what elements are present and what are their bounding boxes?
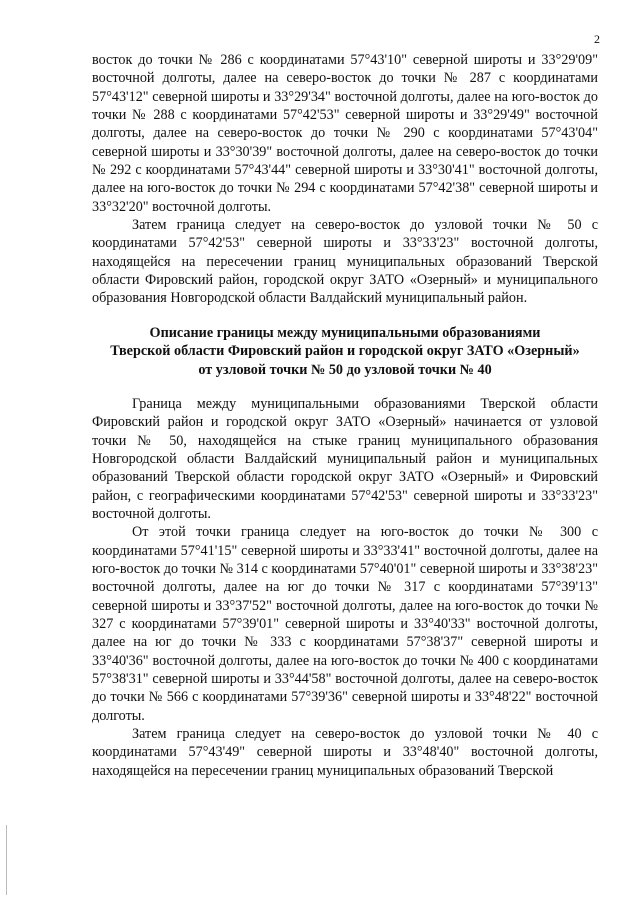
paragraph-boundary-start: Граница между муниципальными образованиями Тверской области Фировский район и городской округ ЗАТО «Озерный» начинается от узловой точки № 50, находящейся на стыке границ муниципального образования Новгородской области Валдайский муниципальный район и муниципальных образований Тверской области городской округ ЗАТО «Озерный» и Фировский район, с географическими координатами 57°42'53" северной широты и 33°33'23" восточной долготы. [92, 395, 598, 522]
paragraph-boundary-route: От этой точки граница следует на юго-восток до точки № 300 с координатами 57°41'15" северной широты и 33°33'41" восточной долготы, далее на юго-восток до точки № 314 с координатами 57°40'01" северной широты и 33°38'23" восточной долготы, далее на юг до точки № 317 с координатами 57°39'13" северной широты и 33°37'52" восточной долготы, далее на юго-восток до точки № 327 с координатами 57°39'01" северной широты и 33°40'33" восточной долготы, далее на юг до точки № 333 с координатами 57°38'37" северной широты и 33°40'36" восточной долготы, далее на юго-восток до точки № 400 с координатами 57°38'31" северной широты и 33°44'58" восточной долготы, далее на северо-восток до точки № 566 с координатами 57°39'36" северной широты и 33°48'22" восточной долготы. [92, 524, 598, 724]
scan-edge-line [6, 825, 7, 895]
document-body [92, 51, 598, 780]
heading-line-2: Тверской области Фировский район и городской округ ЗАТО «Озерный» [110, 343, 580, 360]
heading-line-1: Описание границы между муниципальными образованиями [149, 324, 541, 341]
paragraph-node-50: Затем граница следует на северо-восток до узловой точки № 50 с координатами 57°42'53" северной широты и 33°33'23" восточной долготы, находящейся на пересечении границ муниципальных образований Тверской области Фировский район, городской округ ЗАТО «Озерный» и муниципального образования Новгородской области Валдайский муниципальный район. [92, 217, 598, 307]
page-number: 2 [594, 32, 600, 46]
paragraph-node-40: Затем граница следует на северо-восток до узловой точки № 40 с координатами 57°43'49" северной широты и 33°48'40" восточной долготы, находящейся на пересечении границ муниципальных образований Тверской [92, 726, 598, 779]
section-heading [92, 324, 598, 379]
heading-line-3: от узловой точки № 50 до узловой точки № 40 [198, 361, 492, 378]
paragraph-continuation: восток до точки № 286 с координатами 57°43'10" северной широты и 33°29'09" восточной долготы, далее на северо-восток до точки № 287 с координатами 57°43'12" северной широты и 33°29'34" восточной долготы, далее на юго-восток до точки № 288 с координатами 57°42'53" северной широты и 33°29'49" восточной долготы, далее на северо-восток до точки № 290 с координатами 57°43'04" северной широты и 33°30'39" восточной долготы, далее на северо-восток до точки № 292 с координатами 57°43'44" северной широты и 33°30'41" восточной долготы, далее на юго-восток до точки № 294 с координатами 57°42'38" северной широты и 33°32'20" восточной долготы. [92, 52, 598, 215]
